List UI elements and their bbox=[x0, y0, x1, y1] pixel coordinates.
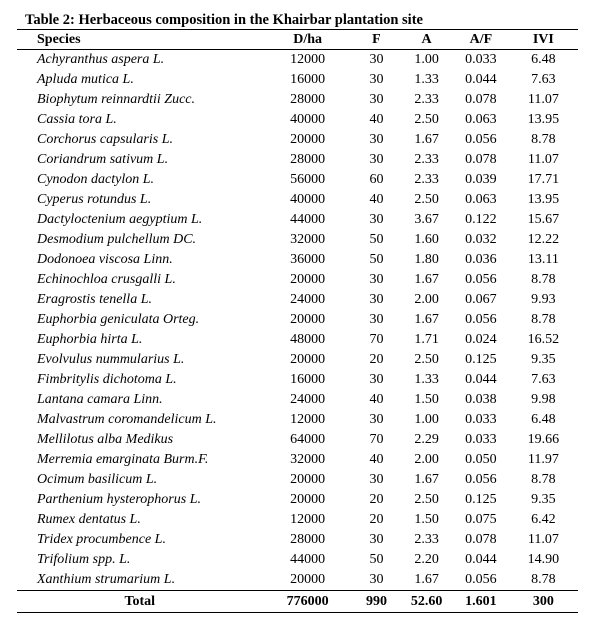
species-cell: Cassia tora L. bbox=[37, 112, 117, 127]
density-cell: 20000 bbox=[290, 132, 326, 147]
header-row bbox=[17, 30, 578, 50]
density-cell: 16000 bbox=[290, 372, 326, 387]
density-cell: 56000 bbox=[290, 172, 326, 187]
table-row bbox=[17, 70, 578, 90]
a-f-ratio-cell: 0.063 bbox=[465, 192, 497, 207]
species-cell: Parthenium hysterophorus L. bbox=[37, 492, 201, 507]
frequency-cell: 70 bbox=[369, 432, 384, 447]
total-ivi: 300 bbox=[532, 594, 554, 609]
species-cell: Fimbritylis dichotoma L. bbox=[37, 372, 177, 387]
ivi-cell: 6.42 bbox=[531, 512, 556, 527]
density-cell: 44000 bbox=[290, 552, 326, 567]
table-row bbox=[17, 150, 578, 170]
density-cell: 20000 bbox=[290, 312, 326, 327]
density-cell: 44000 bbox=[290, 212, 326, 227]
a-f-ratio-cell: 0.125 bbox=[465, 352, 497, 367]
density-cell: 20000 bbox=[290, 492, 326, 507]
frequency-cell: 20 bbox=[369, 512, 384, 527]
frequency-cell: 30 bbox=[369, 372, 384, 387]
abundance-cell: 3.67 bbox=[414, 212, 439, 227]
abundance-cell: 1.80 bbox=[414, 252, 439, 267]
frequency-cell: 50 bbox=[369, 252, 384, 267]
frequency-cell: 30 bbox=[369, 312, 384, 327]
species-cell: Dactyloctenium aegyptium L. bbox=[37, 212, 203, 227]
a-f-ratio-cell: 0.044 bbox=[465, 552, 497, 567]
frequency-cell: 40 bbox=[369, 452, 384, 467]
table-row bbox=[17, 190, 578, 210]
column-header-a-f-ratio: A/F bbox=[469, 32, 493, 47]
table-row bbox=[17, 330, 578, 350]
table-row bbox=[17, 230, 578, 250]
table-row bbox=[17, 210, 578, 230]
ivi-cell: 13.95 bbox=[527, 112, 560, 127]
table-row bbox=[17, 550, 578, 570]
table-row bbox=[17, 510, 578, 530]
density-cell: 36000 bbox=[290, 252, 326, 267]
table-row bbox=[17, 430, 578, 450]
a-f-ratio-cell: 0.036 bbox=[465, 252, 497, 267]
herbaceous-composition-table bbox=[17, 29, 578, 613]
density-cell: 28000 bbox=[290, 152, 326, 167]
a-f-ratio-cell: 0.033 bbox=[465, 432, 497, 447]
a-f-ratio-cell: 0.078 bbox=[465, 92, 497, 107]
species-cell: Achyranthus aspera L. bbox=[37, 52, 165, 67]
density-cell: 20000 bbox=[290, 272, 326, 287]
table-row bbox=[17, 350, 578, 370]
density-cell: 20000 bbox=[290, 352, 326, 367]
table-footer bbox=[17, 591, 578, 613]
density-cell: 16000 bbox=[290, 72, 326, 87]
a-f-ratio-cell: 0.056 bbox=[465, 272, 497, 287]
abundance-cell: 2.00 bbox=[414, 292, 439, 307]
a-f-ratio-cell: 0.050 bbox=[465, 452, 497, 467]
species-cell: Tridex procumbence L. bbox=[37, 532, 166, 547]
a-f-ratio-cell: 0.024 bbox=[465, 332, 497, 347]
species-cell: Eragrostis tenella L. bbox=[37, 292, 152, 307]
abundance-cell: 2.50 bbox=[414, 112, 439, 127]
a-f-ratio-cell: 0.122 bbox=[465, 212, 497, 227]
ivi-cell: 7.63 bbox=[531, 72, 556, 87]
abundance-cell: 1.60 bbox=[414, 232, 439, 247]
table-row bbox=[17, 110, 578, 130]
frequency-cell: 30 bbox=[369, 472, 384, 487]
table-row bbox=[17, 310, 578, 330]
a-f-ratio-cell: 0.056 bbox=[465, 472, 497, 487]
abundance-cell: 1.50 bbox=[414, 512, 439, 527]
ivi-cell: 6.48 bbox=[531, 52, 556, 67]
density-cell: 48000 bbox=[290, 332, 326, 347]
species-cell: Echinochloa crusgalli L. bbox=[37, 272, 176, 287]
ivi-cell: 16.52 bbox=[527, 332, 560, 347]
table-row bbox=[17, 50, 578, 71]
table-row bbox=[17, 130, 578, 150]
ivi-cell: 9.35 bbox=[531, 492, 556, 507]
a-f-ratio-cell: 0.038 bbox=[465, 392, 497, 407]
table-row bbox=[17, 370, 578, 390]
table-caption: Table 2: Herbaceous composition in the Khairbar plantation site bbox=[25, 12, 423, 28]
abundance-cell: 2.33 bbox=[414, 532, 439, 547]
density-cell: 40000 bbox=[290, 112, 326, 127]
species-cell: Xanthium strumarium L. bbox=[37, 572, 176, 587]
frequency-cell: 30 bbox=[369, 92, 384, 107]
table-row bbox=[17, 450, 578, 470]
a-f-ratio-cell: 0.078 bbox=[465, 532, 497, 547]
ivi-cell: 12.22 bbox=[527, 232, 560, 247]
ivi-cell: 8.78 bbox=[531, 312, 556, 327]
density-cell: 12000 bbox=[290, 52, 326, 67]
total-frequency: 990 bbox=[365, 594, 387, 609]
a-f-ratio-cell: 0.044 bbox=[465, 372, 497, 387]
abundance-cell: 1.33 bbox=[414, 72, 439, 87]
column-header-density: D/ha bbox=[293, 32, 323, 47]
a-f-ratio-cell: 0.033 bbox=[465, 412, 497, 427]
ivi-cell: 8.78 bbox=[531, 132, 556, 147]
a-f-ratio-cell: 0.075 bbox=[465, 512, 497, 527]
ivi-cell: 11.97 bbox=[527, 452, 559, 467]
abundance-cell: 1.33 bbox=[414, 372, 439, 387]
density-cell: 12000 bbox=[290, 412, 326, 427]
a-f-ratio-cell: 0.032 bbox=[465, 232, 497, 247]
ivi-cell: 6.48 bbox=[531, 412, 556, 427]
frequency-cell: 40 bbox=[369, 112, 384, 127]
table-row bbox=[17, 270, 578, 290]
species-cell: Euphorbia hirta L. bbox=[37, 332, 143, 347]
ivi-cell: 15.67 bbox=[527, 212, 560, 227]
table-row bbox=[17, 390, 578, 410]
density-cell: 28000 bbox=[290, 92, 326, 107]
frequency-cell: 50 bbox=[369, 552, 384, 567]
ivi-cell: 19.66 bbox=[527, 432, 560, 447]
species-cell: Trifolium spp. L. bbox=[37, 552, 131, 567]
ivi-cell: 14.90 bbox=[527, 552, 560, 567]
a-f-ratio-cell: 0.044 bbox=[465, 72, 497, 87]
table-row bbox=[17, 470, 578, 490]
frequency-cell: 30 bbox=[369, 272, 384, 287]
a-f-ratio-cell: 0.056 bbox=[465, 312, 497, 327]
ivi-cell: 8.78 bbox=[531, 272, 556, 287]
total-abundance: 52.60 bbox=[410, 594, 443, 609]
table-row bbox=[17, 530, 578, 550]
abundance-cell: 1.67 bbox=[414, 472, 439, 487]
density-cell: 24000 bbox=[290, 392, 326, 407]
frequency-cell: 30 bbox=[369, 532, 384, 547]
table-body bbox=[17, 50, 578, 591]
abundance-cell: 1.00 bbox=[414, 52, 439, 67]
frequency-cell: 30 bbox=[369, 212, 384, 227]
table-row bbox=[17, 170, 578, 190]
species-cell: Evolvulus nummularius L. bbox=[37, 352, 185, 367]
density-cell: 32000 bbox=[290, 452, 326, 467]
abundance-cell: 2.50 bbox=[414, 492, 439, 507]
a-f-ratio-cell: 0.078 bbox=[465, 152, 497, 167]
a-f-ratio-cell: 0.056 bbox=[465, 132, 497, 147]
ivi-cell: 8.78 bbox=[531, 472, 556, 487]
abundance-cell: 2.33 bbox=[414, 172, 439, 187]
frequency-cell: 30 bbox=[369, 412, 384, 427]
species-cell: Malvastrum coromandelicum L. bbox=[37, 412, 217, 427]
ivi-cell: 9.35 bbox=[531, 352, 556, 367]
ivi-cell: 9.93 bbox=[531, 292, 556, 307]
ivi-cell: 11.07 bbox=[527, 532, 559, 547]
species-cell: Cyperus rotundus L. bbox=[37, 192, 152, 207]
abundance-cell: 2.29 bbox=[414, 432, 439, 447]
frequency-cell: 30 bbox=[369, 152, 384, 167]
ivi-cell: 11.07 bbox=[527, 92, 559, 107]
density-cell: 20000 bbox=[290, 472, 326, 487]
table-row bbox=[17, 490, 578, 510]
a-f-ratio-cell: 0.063 bbox=[465, 112, 497, 127]
frequency-cell: 30 bbox=[369, 132, 384, 147]
a-f-ratio-cell: 0.067 bbox=[465, 292, 497, 307]
table-row bbox=[17, 410, 578, 430]
ivi-cell: 8.78 bbox=[531, 572, 556, 587]
ivi-cell: 13.95 bbox=[527, 192, 560, 207]
density-cell: 32000 bbox=[290, 232, 326, 247]
ivi-cell: 7.63 bbox=[531, 372, 556, 387]
ivi-cell: 9.98 bbox=[531, 392, 556, 407]
species-cell: Cynodon dactylon L. bbox=[37, 172, 155, 187]
density-cell: 28000 bbox=[290, 532, 326, 547]
abundance-cell: 2.50 bbox=[414, 192, 439, 207]
total-label: Total bbox=[124, 594, 156, 609]
frequency-cell: 40 bbox=[369, 392, 384, 407]
species-cell: Rumex dentatus L. bbox=[37, 512, 141, 527]
a-f-ratio-cell: 0.125 bbox=[465, 492, 497, 507]
density-cell: 12000 bbox=[290, 512, 326, 527]
frequency-cell: 30 bbox=[369, 52, 384, 67]
table-row bbox=[17, 250, 578, 270]
species-cell: Apluda mutica L. bbox=[37, 72, 134, 87]
a-f-ratio-cell: 0.056 bbox=[465, 572, 497, 587]
density-cell: 24000 bbox=[290, 292, 326, 307]
abundance-cell: 2.33 bbox=[414, 152, 439, 167]
density-cell: 40000 bbox=[290, 192, 326, 207]
a-f-ratio-cell: 0.033 bbox=[465, 52, 497, 67]
species-cell: Desmodium pulchellum DC. bbox=[37, 232, 197, 247]
frequency-cell: 30 bbox=[369, 572, 384, 587]
frequency-cell: 20 bbox=[369, 352, 384, 367]
table-row bbox=[17, 90, 578, 110]
table-header bbox=[17, 30, 578, 50]
column-header-ivi: IVI bbox=[532, 32, 554, 47]
abundance-cell: 2.33 bbox=[414, 92, 439, 107]
abundance-cell: 1.50 bbox=[414, 392, 439, 407]
abundance-cell: 1.67 bbox=[414, 132, 439, 147]
species-cell: Corchorus capsularis L. bbox=[37, 132, 174, 147]
column-header-species: Species bbox=[37, 32, 81, 47]
abundance-cell: 1.00 bbox=[414, 412, 439, 427]
species-cell: Mellilotus alba Medikus bbox=[37, 432, 174, 447]
frequency-cell: 70 bbox=[369, 332, 384, 347]
abundance-cell: 2.20 bbox=[414, 552, 439, 567]
species-cell: Coriandrum sativum L. bbox=[37, 152, 169, 167]
species-cell: Euphorbia geniculata Orteg. bbox=[37, 312, 200, 327]
ivi-cell: 13.11 bbox=[527, 252, 559, 267]
column-header-frequency: F bbox=[372, 32, 381, 47]
frequency-cell: 20 bbox=[369, 492, 384, 507]
species-cell: Lantana camara Linn. bbox=[37, 392, 163, 407]
column-header-abundance: A bbox=[421, 32, 432, 47]
frequency-cell: 50 bbox=[369, 232, 384, 247]
table-row bbox=[17, 570, 578, 591]
frequency-cell: 30 bbox=[369, 72, 384, 87]
table-row bbox=[17, 290, 578, 310]
frequency-cell: 30 bbox=[369, 292, 384, 307]
frequency-cell: 40 bbox=[369, 192, 384, 207]
abundance-cell: 2.00 bbox=[414, 452, 439, 467]
abundance-cell: 1.67 bbox=[414, 312, 439, 327]
total-row bbox=[17, 591, 578, 613]
ivi-cell: 11.07 bbox=[527, 152, 559, 167]
abundance-cell: 1.71 bbox=[414, 332, 439, 347]
species-cell: Biophytum reinnardtii Zucc. bbox=[37, 92, 195, 107]
species-cell: Dodonoea viscosa Linn. bbox=[37, 252, 173, 267]
density-cell: 64000 bbox=[290, 432, 326, 447]
total-density: 776000 bbox=[286, 594, 329, 609]
total-a-f-ratio: 1.601 bbox=[465, 594, 497, 609]
abundance-cell: 2.50 bbox=[414, 352, 439, 367]
species-cell: Ocimum basilicum L. bbox=[37, 472, 158, 487]
abundance-cell: 1.67 bbox=[414, 572, 439, 587]
density-cell: 20000 bbox=[290, 572, 326, 587]
a-f-ratio-cell: 0.039 bbox=[465, 172, 497, 187]
species-cell: Merremia emarginata Burm.F. bbox=[37, 452, 209, 467]
ivi-cell: 17.71 bbox=[527, 172, 560, 187]
abundance-cell: 1.67 bbox=[414, 272, 439, 287]
frequency-cell: 60 bbox=[369, 172, 384, 187]
